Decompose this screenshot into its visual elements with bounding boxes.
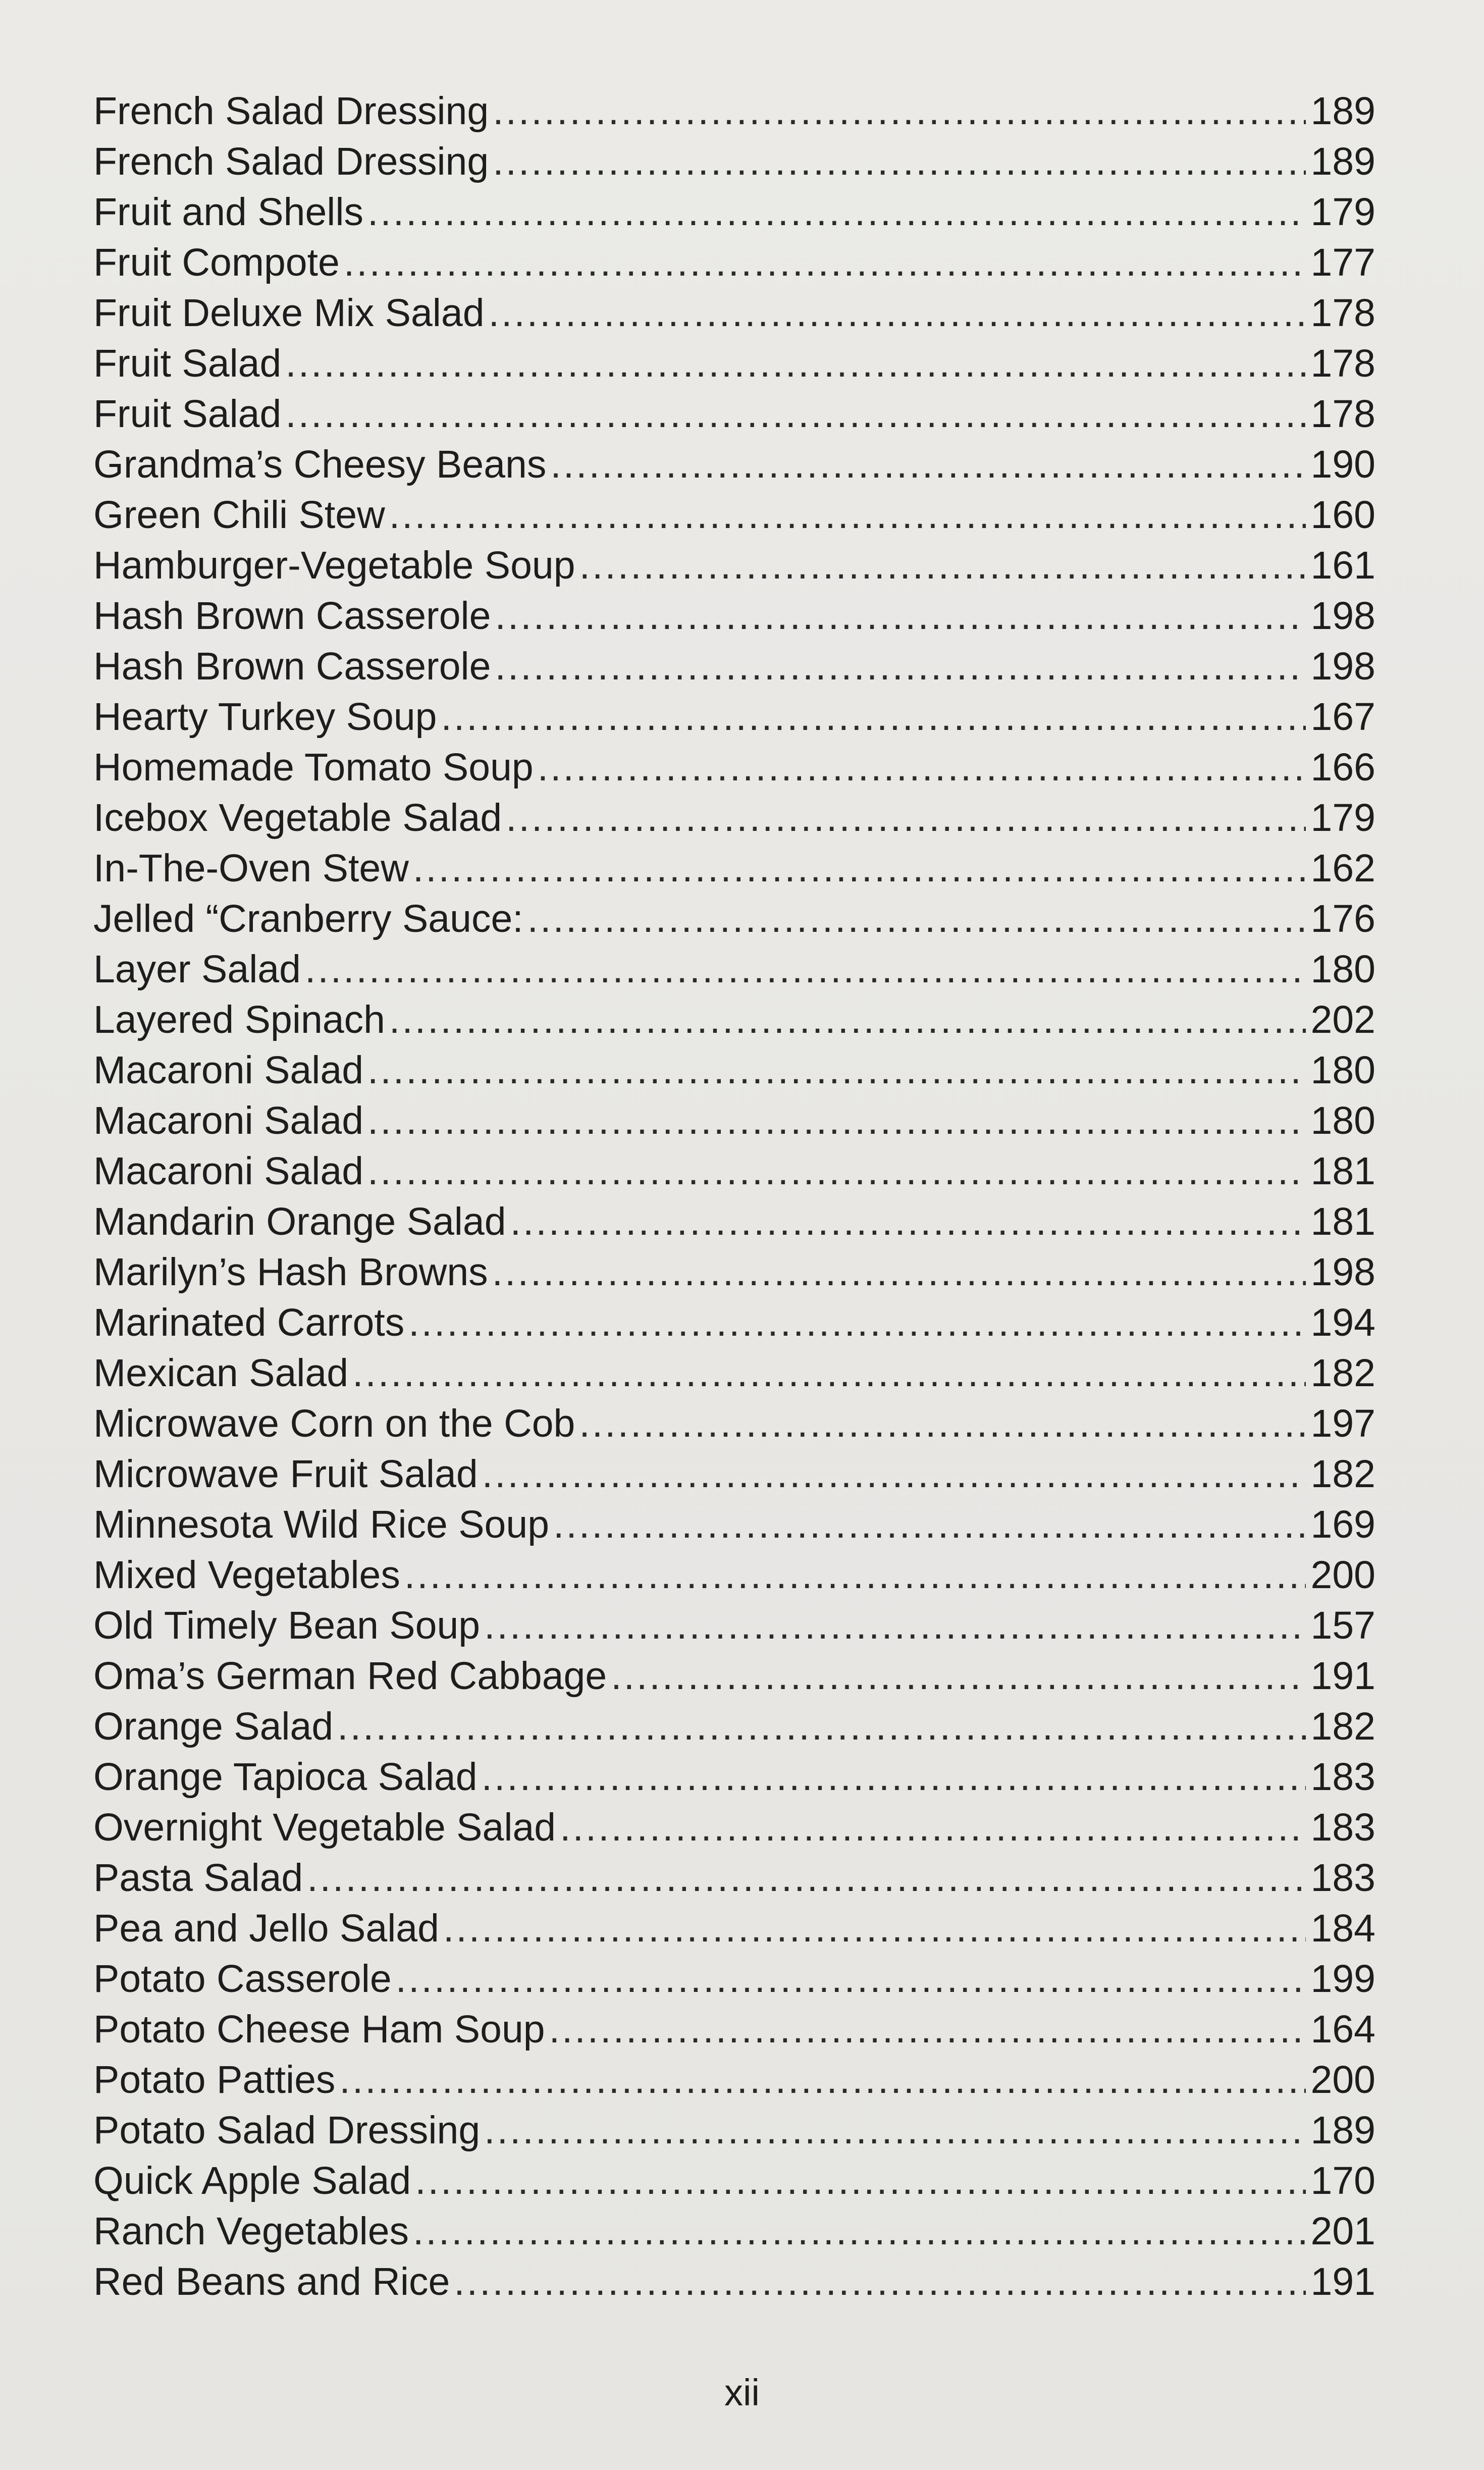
- dot-leader: [550, 439, 1305, 490]
- entry-title: Green Chili Stew: [93, 493, 385, 537]
- dot-leader: [482, 1449, 1306, 1499]
- dot-leader: [495, 591, 1305, 641]
- entry-title: Red Beans and Rice: [93, 2260, 450, 2303]
- entry-page-number: 199: [1310, 1957, 1375, 2001]
- index-entry: [93, 591, 1375, 641]
- dot-leader: [510, 1196, 1306, 1247]
- dot-leader: [367, 187, 1306, 237]
- index-entry: [93, 2156, 1375, 2206]
- index-entry: [93, 1802, 1375, 1853]
- index-entry: [93, 1752, 1375, 1802]
- entry-page-number: 201: [1310, 2210, 1375, 2253]
- dot-leader: [285, 338, 1305, 389]
- index-entry: [93, 389, 1375, 439]
- entry-page-number: 189: [1310, 89, 1375, 133]
- index-entry: [93, 1045, 1375, 1095]
- entry-page-number: 179: [1310, 190, 1375, 234]
- dot-leader: [482, 1752, 1306, 1802]
- dot-leader: [484, 1600, 1305, 1651]
- index-entry: [93, 86, 1375, 136]
- entry-title: Macaroni Salad: [93, 1099, 364, 1142]
- index-entry: [93, 1600, 1375, 1651]
- entry-title: Hash Brown Casserole: [93, 645, 491, 688]
- entry-title: Potato Patties: [93, 2058, 336, 2101]
- index-entry: [93, 1954, 1375, 2004]
- dot-leader: [367, 1045, 1306, 1095]
- index-entry: [93, 1146, 1375, 1196]
- dot-leader: [413, 843, 1306, 894]
- entry-page-number: 200: [1310, 1553, 1375, 1597]
- entry-title: Quick Apple Salad: [93, 2159, 411, 2202]
- entry-page-number: 191: [1310, 1654, 1375, 1698]
- dot-leader: [389, 490, 1306, 540]
- dot-leader: [285, 389, 1305, 439]
- index-entry: [93, 338, 1375, 389]
- index-entry: [93, 490, 1375, 540]
- entry-title: Orange Tapioca Salad: [93, 1755, 478, 1799]
- index-entry: [93, 1449, 1375, 1499]
- entry-title: Minnesota Wild Rice Soup: [93, 1503, 550, 1546]
- index-entry: [93, 1853, 1375, 1903]
- index-entry: [93, 843, 1375, 894]
- index-entry: [93, 944, 1375, 994]
- entry-page-number: 177: [1310, 241, 1375, 284]
- entry-page-number: 178: [1310, 392, 1375, 436]
- entry-title: Orange Salad: [93, 1705, 334, 1748]
- entry-title: Fruit Compote: [93, 241, 340, 284]
- entry-title: Mexican Salad: [93, 1351, 349, 1395]
- entry-page-number: 198: [1310, 594, 1375, 638]
- index-entry: [93, 187, 1375, 237]
- index-entry: [93, 1550, 1375, 1600]
- entry-page-number: 181: [1310, 1149, 1375, 1193]
- index-entry: [93, 2256, 1375, 2307]
- entry-title: Potato Salad Dressing: [93, 2109, 481, 2152]
- index-entry: [93, 2206, 1375, 2256]
- entry-title: Macaroni Salad: [93, 1149, 364, 1193]
- dot-leader: [415, 2156, 1305, 2206]
- entry-title: Hamburger-Vegetable Soup: [93, 544, 575, 587]
- entry-page-number: 180: [1310, 1099, 1375, 1142]
- entry-title: Overnight Vegetable Salad: [93, 1806, 556, 1849]
- dot-leader: [344, 237, 1306, 288]
- dot-leader: [489, 288, 1306, 338]
- entry-title: Oma’s German Red Cabbage: [93, 1654, 607, 1698]
- index-entry: [93, 641, 1375, 692]
- dot-leader: [367, 1095, 1306, 1146]
- entry-page-number: 179: [1310, 796, 1375, 839]
- dot-leader: [553, 1499, 1305, 1550]
- index-entry: [93, 1297, 1375, 1348]
- dot-leader: [579, 540, 1306, 591]
- entry-title: Layer Salad: [93, 948, 301, 991]
- entry-page-number: 198: [1310, 1250, 1375, 1294]
- entry-title: Ranch Vegetables: [93, 2210, 409, 2253]
- entry-page-number: 183: [1310, 1806, 1375, 1849]
- entry-title: Fruit Salad: [93, 342, 282, 385]
- entry-page-number: 180: [1310, 1048, 1375, 1092]
- dot-leader: [527, 894, 1306, 944]
- entry-page-number: 160: [1310, 493, 1375, 537]
- entry-title: French Salad Dressing: [93, 140, 489, 183]
- index-entry: [93, 692, 1375, 742]
- index-entry: [93, 1398, 1375, 1449]
- dot-leader: [493, 136, 1305, 187]
- entry-title: Mandarin Orange Salad: [93, 1200, 506, 1243]
- dot-leader: [493, 86, 1305, 136]
- dot-leader: [484, 2105, 1305, 2156]
- entry-page-number: 181: [1310, 1200, 1375, 1243]
- dot-leader: [389, 994, 1306, 1045]
- entry-page-number: 189: [1310, 2109, 1375, 2152]
- entry-title: Microwave Fruit Salad: [93, 1452, 478, 1496]
- dot-leader: [454, 2256, 1305, 2307]
- entry-page-number: 183: [1310, 1856, 1375, 1900]
- dot-leader: [404, 1550, 1306, 1600]
- entry-page-number: 166: [1310, 746, 1375, 789]
- entry-title: Pasta Salad: [93, 1856, 303, 1900]
- index-entry: [93, 742, 1375, 793]
- index-entry: [93, 540, 1375, 591]
- entry-title: Mixed Vegetables: [93, 1553, 400, 1597]
- index-entry: [93, 2004, 1375, 2055]
- dot-leader: [506, 793, 1305, 843]
- entry-title: Marilyn’s Hash Browns: [93, 1250, 488, 1294]
- entry-page-number: 170: [1310, 2159, 1375, 2202]
- dot-leader: [408, 1297, 1305, 1348]
- dot-leader: [443, 1903, 1306, 1954]
- index-entry: [93, 1701, 1375, 1752]
- index-entry: [93, 1348, 1375, 1398]
- entry-title: In-The-Oven Stew: [93, 847, 409, 890]
- dot-leader: [307, 1853, 1305, 1903]
- entry-page-number: 190: [1310, 443, 1375, 486]
- index-entry: [93, 1651, 1375, 1701]
- dot-leader: [305, 944, 1306, 994]
- index-entry: [93, 994, 1375, 1045]
- entry-page-number: 182: [1310, 1705, 1375, 1748]
- index-entry: [93, 1499, 1375, 1550]
- index-entry: [93, 1903, 1375, 1954]
- index-entry: [93, 136, 1375, 187]
- entry-title: Icebox Vegetable Salad: [93, 796, 502, 839]
- dot-leader: [560, 1802, 1305, 1853]
- dot-leader: [492, 1247, 1306, 1297]
- dot-leader: [337, 1701, 1305, 1752]
- entry-page-number: 183: [1310, 1755, 1375, 1799]
- dot-leader: [549, 2004, 1306, 2055]
- index-entry: [93, 288, 1375, 338]
- entry-title: Hash Brown Casserole: [93, 594, 491, 638]
- index-entry: [93, 237, 1375, 288]
- entry-page-number: 189: [1310, 140, 1375, 183]
- index-entry: [93, 894, 1375, 944]
- index-entry: [93, 1247, 1375, 1297]
- entry-page-number: 194: [1310, 1301, 1375, 1344]
- index-entry: [93, 1095, 1375, 1146]
- entry-page-number: 161: [1310, 544, 1375, 587]
- dot-leader: [413, 2206, 1305, 2256]
- entry-title: Potato Cheese Ham Soup: [93, 2008, 545, 2051]
- entry-page-number: 176: [1310, 897, 1375, 940]
- dot-leader: [495, 641, 1305, 692]
- entry-title: Grandma’s Cheesy Beans: [93, 443, 547, 486]
- page-number: xii: [724, 2372, 760, 2413]
- dot-leader: [579, 1398, 1305, 1449]
- index-entry: [93, 793, 1375, 843]
- entry-page-number: 164: [1310, 2008, 1375, 2051]
- entry-page-number: 182: [1310, 1452, 1375, 1496]
- entry-title: Pea and Jello Salad: [93, 1907, 439, 1950]
- dot-leader: [367, 1146, 1306, 1196]
- dot-leader: [611, 1651, 1305, 1701]
- entry-page-number: 198: [1310, 645, 1375, 688]
- entry-page-number: 157: [1310, 1604, 1375, 1647]
- dot-leader: [339, 2055, 1305, 2105]
- entry-title: Macaroni Salad: [93, 1048, 364, 1092]
- entry-page-number: 184: [1310, 1907, 1375, 1950]
- entry-page-number: 180: [1310, 948, 1375, 991]
- entry-title: Microwave Corn on the Cob: [93, 1402, 575, 1445]
- dot-leader: [441, 692, 1305, 742]
- dot-leader: [538, 742, 1306, 793]
- entry-title: French Salad Dressing: [93, 89, 489, 133]
- entry-title: Jelled “Cranberry Sauce:: [93, 897, 523, 940]
- entry-page-number: 178: [1310, 342, 1375, 385]
- entry-page-number: 162: [1310, 847, 1375, 890]
- entry-page-number: 182: [1310, 1351, 1375, 1395]
- recipe-index-list: [93, 86, 1375, 2307]
- entry-title: Layered Spinach: [93, 998, 385, 1041]
- index-entry: [93, 439, 1375, 490]
- dot-leader: [396, 1954, 1306, 2004]
- entry-title: Marinated Carrots: [93, 1301, 405, 1344]
- index-entry: [93, 2105, 1375, 2156]
- entry-page-number: 178: [1310, 291, 1375, 335]
- entry-title: Fruit Deluxe Mix Salad: [93, 291, 485, 335]
- dot-leader: [352, 1348, 1305, 1398]
- entry-page-number: 169: [1310, 1503, 1375, 1546]
- entry-page-number: 191: [1310, 2260, 1375, 2303]
- entry-title: Hearty Turkey Soup: [93, 695, 437, 739]
- index-entry: [93, 2055, 1375, 2105]
- entry-page-number: 167: [1310, 695, 1375, 739]
- entry-title: Homemade Tomato Soup: [93, 746, 534, 789]
- entry-title: Potato Casserole: [93, 1957, 392, 2001]
- entry-title: Fruit Salad: [93, 392, 282, 436]
- entry-page-number: 200: [1310, 2058, 1375, 2101]
- entry-page-number: 202: [1310, 998, 1375, 1041]
- index-entry: [93, 1196, 1375, 1247]
- entry-title: Fruit and Shells: [93, 190, 363, 234]
- entry-title: Old Timely Bean Soup: [93, 1604, 481, 1647]
- entry-page-number: 197: [1310, 1402, 1375, 1445]
